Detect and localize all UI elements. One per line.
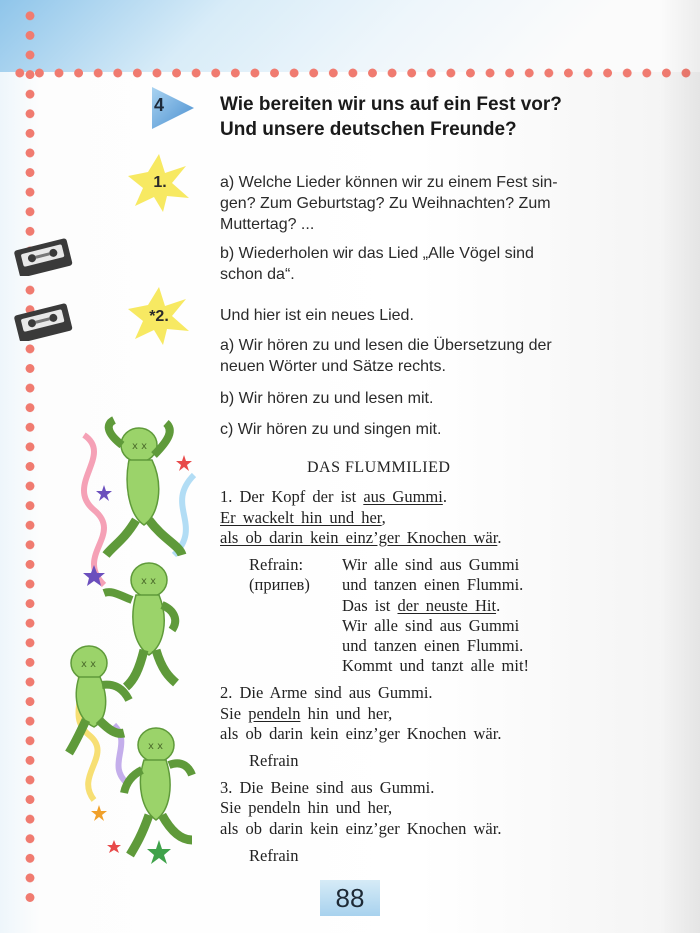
exercise-2-intro: Und hier ist ein neues Lied. <box>220 307 414 324</box>
task-title-line-2: Und unsere deutschen Freunde? <box>220 119 517 140</box>
refrain-line-3 <box>342 596 500 616</box>
refrain-line-3-text: Das ist <box>342 596 398 615</box>
verse-2-line-3: als ob darin kein einz’ger Knochen wär. <box>220 724 502 743</box>
exercise-2b-text: b) Wir hören zu und lesen mit. <box>220 390 434 407</box>
vocab-pendeln: pendeln <box>248 704 301 723</box>
refrain-line-6: Kommt und tanzt alle mit! <box>342 656 530 675</box>
verse-3-line-1: 3. Die Beine sind aus Gummi. <box>220 778 435 797</box>
page-number: 88 <box>320 880 380 916</box>
punctuation: , <box>381 508 386 527</box>
exercise-1b-line-2: schon da“. <box>220 266 295 283</box>
verse-3-line-2: Sie pendeln hin und her, <box>220 798 393 817</box>
exercise-1a-line-1: a) Welche Lieder können wir zu einem Fest sin- <box>220 174 558 191</box>
verse-1-line-2 <box>220 508 386 528</box>
exercise-2c-text: c) Wir hören zu und singen mit. <box>220 421 442 438</box>
verse-1-line-3 <box>220 528 501 548</box>
verse-2-line-2-rest: hin und her, <box>300 704 393 723</box>
exercise-1b-text <box>220 243 670 285</box>
punctuation: . <box>442 487 447 506</box>
exercise-2-label: *2. <box>149 308 169 325</box>
svg-text:x x: x x <box>81 659 97 670</box>
refrain-line-2: und tanzen einen Flummi. <box>342 575 524 594</box>
exercise-1a-line-2: gen? Zum Geburtstag? Zu Weihnachten? Zum <box>220 195 551 212</box>
svg-text:x x: x x <box>141 576 157 587</box>
exercise-2a-line-2: neuen Wörter und Sätze rechts. <box>220 358 446 375</box>
punctuation: . <box>497 528 502 547</box>
exercise-1b-line-1: b) Wiederholen wir das Lied „Alle Vögel sind <box>220 245 534 262</box>
vocab-kein-knochen: kein einz’ger Knochen wär <box>310 528 498 547</box>
exercise-1a-line-3: Muttertag? ... <box>220 216 315 233</box>
dotted-border-left <box>24 6 36 911</box>
exercise-2a-line-1: a) Wir hören zu und lesen die Übersetzung der <box>220 337 552 354</box>
vocab-als-ob-darin: als ob darin <box>220 528 311 547</box>
verse-2-line-2-text: Sie <box>220 704 249 723</box>
task-title-line-1: Wie bereiten wir uns auf ein Fest vor? <box>220 94 562 115</box>
task-title <box>220 92 670 142</box>
refrain-label-translation: (припев) <box>249 575 310 594</box>
song-title: DAS FLUMMILIED <box>307 459 451 476</box>
svg-text:x x: x x <box>132 441 148 452</box>
svg-text:x x: x x <box>148 741 164 752</box>
verse-3-refrain: Refrain <box>249 846 299 865</box>
verse-2-line-2 <box>220 704 392 724</box>
vocab-der-neuste-hit: der neuste Hit <box>397 596 497 615</box>
cassette-icon <box>12 238 74 276</box>
vocab-er-wackelt: Er wackelt hin und her <box>220 508 382 527</box>
refrain-line-4: Wir alle sind aus Gummi <box>342 616 520 635</box>
task-number: 4 <box>153 95 164 115</box>
exercise-1-label: 1. <box>153 174 167 191</box>
exercise-1a-text <box>220 172 670 235</box>
dancing-figures-illustration <box>44 415 216 875</box>
refrain-line-1: Wir alle sind aus Gummi <box>342 555 520 574</box>
dotted-border-top <box>10 67 700 79</box>
vocab-aus-gummi: aus Gummi <box>363 487 443 506</box>
exercise-2a-text <box>220 335 670 377</box>
refrain-line-5: und tanzen einen Flummi. <box>342 636 524 655</box>
verse-2-refrain: Refrain <box>249 751 299 770</box>
verse-3-line-3: als ob darin kein einz’ger Knochen wär. <box>220 819 502 838</box>
top-color-band <box>0 0 700 72</box>
verse-1-line-1-text: 1. Der Kopf der ist <box>220 487 364 506</box>
cassette-icon <box>12 303 74 341</box>
punctuation: . <box>496 596 501 615</box>
verse-2-line-1: 2. Die Arme sind aus Gummi. <box>220 683 433 702</box>
refrain-label: Refrain: <box>249 555 304 574</box>
verse-1-line-1 <box>220 487 447 507</box>
